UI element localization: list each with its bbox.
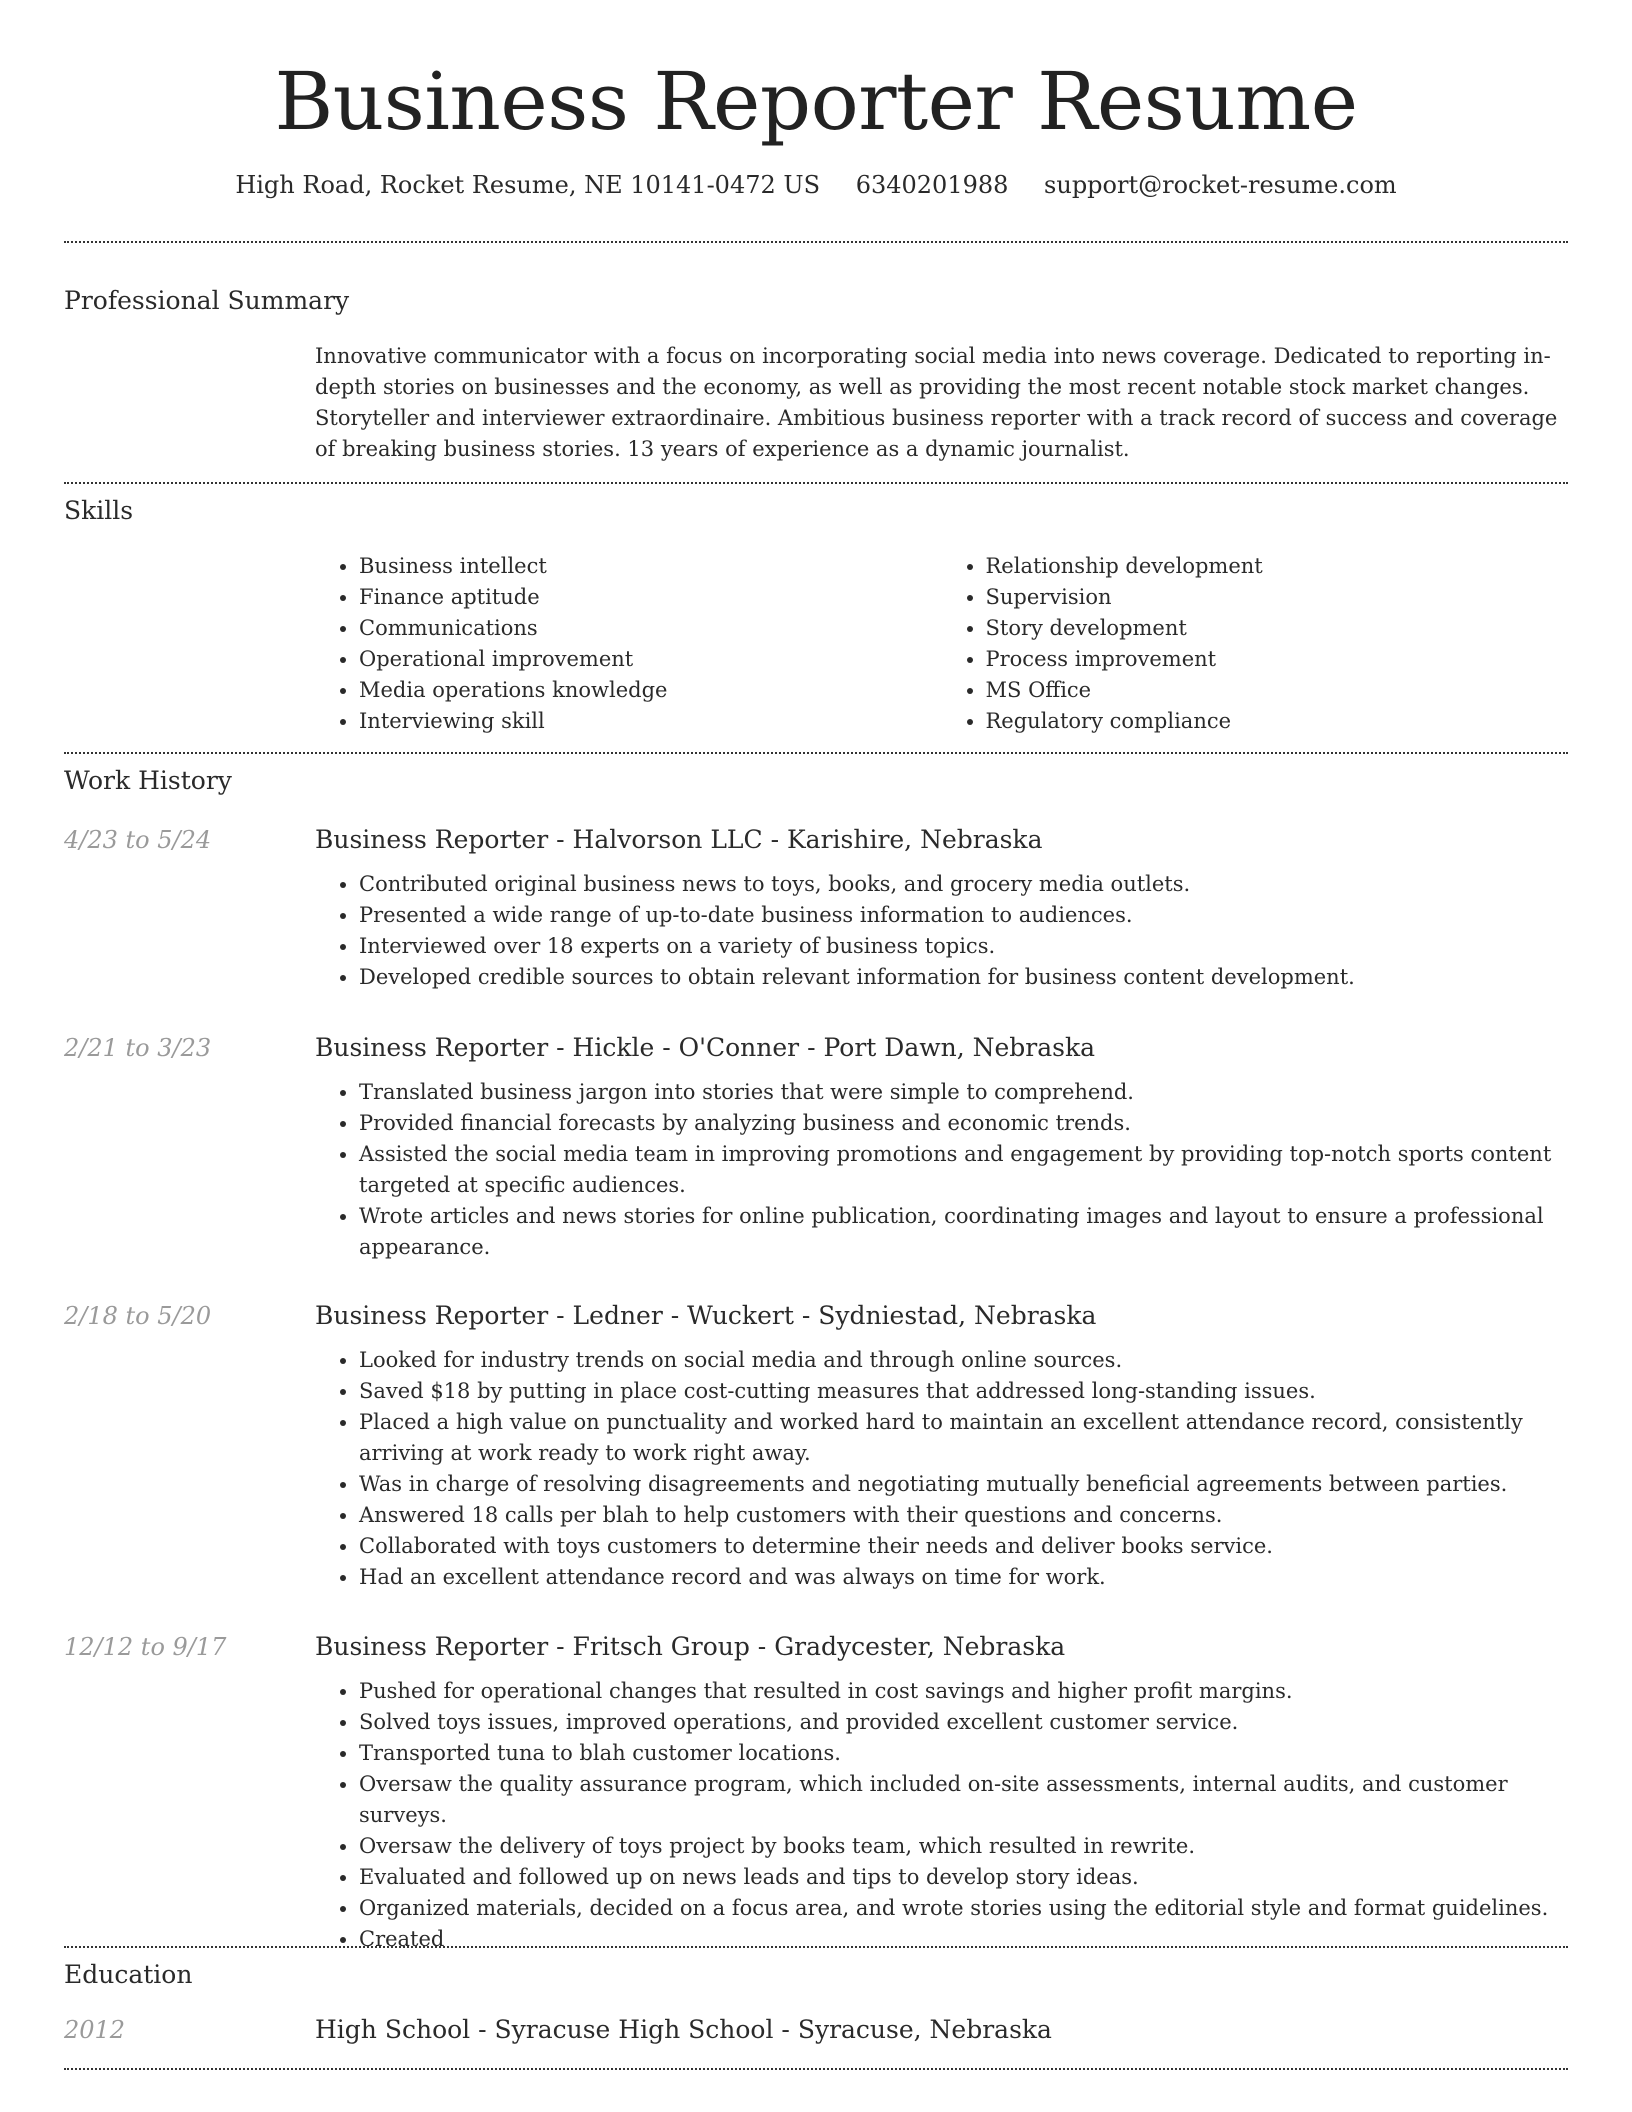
job-dates: 12/12 to 9/17	[64, 1633, 227, 1661]
job-bullet: • Solved toys issues, improved operations, and provided excellent customer service.	[359, 1707, 1568, 1738]
job-bullets	[315, 1676, 1568, 1955]
skill-item: • Story development	[986, 613, 1569, 644]
job-title: Business Reporter - Halvorson LLC - Karishire, Nebraska	[315, 825, 1043, 854]
skills-grid	[315, 551, 1568, 737]
job-bullet: • Collaborated with toys customers to determine their needs and deliver books service.	[359, 1531, 1568, 1562]
job-dates: 2/21 to 3/23	[64, 1034, 212, 1062]
skill-item: • Regulatory compliance	[986, 706, 1569, 737]
job-bullet: • Oversaw the delivery of toys project by books team, which resulted in rewrite.	[359, 1831, 1568, 1862]
skill-item: • Supervision	[986, 582, 1569, 613]
work-heading: Work History	[64, 766, 232, 795]
job-bullet: • Pushed for operational changes that resulted in cost savings and higher profit margins.	[359, 1676, 1568, 1707]
resume-title: Business Reporter Resume	[274, 55, 1358, 148]
skill-item: • Business intellect	[359, 551, 942, 582]
job-entry	[315, 1031, 1568, 1263]
contact-email: support@rocket-resume.com	[1044, 171, 1397, 199]
job-bullet: • Organized materials, decided on a focus area, and wrote stories using the editorial style and format guidelines.	[359, 1893, 1568, 1924]
job-bullet: • Translated business jargon into stories that were simple to comprehend.	[359, 1077, 1568, 1108]
job-title: Business Reporter - Fritsch Group - Gradycester, Nebraska	[315, 1632, 1066, 1661]
summary-text: Innovative communicator with a focus on incorporating social media into news coverage. Dedicated to reporting in-depth stories on businesses and the economy, as well as providing the most recent notable stock market changes. Storyteller and interviewer extraordinaire. Ambitious business reporter with a track record of success and coverage of breaking business stories. 13 years of experience as a dynamic journalist.	[315, 344, 1558, 461]
contact-address: High Road, Rocket Resume, NE 10141-0472 US	[235, 171, 821, 199]
job-bullet: • Created	[359, 1924, 1568, 1955]
job-bullet: • Interviewed over 18 experts on a variety of business topics.	[359, 931, 1568, 962]
job-bullet: • Contributed original business news to toys, books, and grocery media outlets.	[359, 869, 1568, 900]
job-bullet: • Provided financial forecasts by analyzing business and economic trends.	[359, 1108, 1568, 1139]
divider	[64, 1946, 1568, 1948]
job-bullet: • Assisted the social media team in improving promotions and engagement by providing top-notch sports content targeted at specific audiences.	[359, 1139, 1568, 1201]
job-bullet: • Wrote articles and news stories for online publication, coordinating images and layout to ensure a professional appearance.	[359, 1201, 1568, 1263]
education-year: 2012	[64, 2016, 126, 2044]
job-bullet: • Answered 18 calls per blah to help customers with their questions and concerns.	[359, 1500, 1568, 1531]
skill-item: • Process improvement	[986, 644, 1569, 675]
job-bullet: • Evaluated and followed up on news leads and tips to develop story ideas.	[359, 1862, 1568, 1893]
skills-list-right	[942, 551, 1569, 737]
job-title: Business Reporter - Ledner - Wuckert - Sydniestad, Nebraska	[315, 1301, 1097, 1330]
divider	[64, 241, 1568, 243]
job-entry	[315, 823, 1568, 993]
skills-list-left	[315, 551, 942, 737]
job-bullet: • Placed a high value on punctuality and worked hard to maintain an excellent attendance record, consistently arriving at work ready to work right away.	[359, 1407, 1568, 1469]
skills-section	[315, 551, 1568, 737]
skill-item: • Interviewing skill	[359, 706, 942, 737]
education-heading: Education	[64, 1960, 193, 1989]
job-bullets	[315, 1077, 1568, 1263]
job-bullet: • Developed credible sources to obtain relevant information for business content development.	[359, 962, 1568, 993]
divider	[64, 482, 1568, 484]
job-entry	[315, 1630, 1568, 1955]
job-dates: 4/23 to 5/24	[64, 826, 212, 854]
job-bullet: • Looked for industry trends on social media and through online sources.	[359, 1345, 1568, 1376]
contact-line	[0, 168, 1632, 202]
summary-heading: Professional Summary	[64, 286, 350, 315]
job-dates: 2/18 to 5/20	[64, 1302, 212, 1330]
skill-item: • Media operations knowledge	[359, 675, 942, 706]
job-entry	[315, 1299, 1568, 1593]
education-entry	[315, 2013, 1568, 2047]
skill-item: • Operational improvement	[359, 644, 942, 675]
job-title: Business Reporter - Hickle - O'Conner - Port Dawn, Nebraska	[315, 1033, 1096, 1062]
skills-heading: Skills	[64, 496, 134, 525]
job-bullets	[315, 869, 1568, 993]
divider	[64, 2068, 1568, 2070]
job-bullet: • Had an excellent attendance record and was always on time for work.	[359, 1562, 1568, 1593]
summary-section	[315, 341, 1568, 465]
job-bullet: • Was in charge of resolving disagreements and negotiating mutually beneficial agreements between parties.	[359, 1469, 1568, 1500]
job-bullet: • Transported tuna to blah customer locations.	[359, 1738, 1568, 1769]
job-bullet: • Oversaw the quality assurance program, which included on-site assessments, internal audits, and customer surveys.	[359, 1769, 1568, 1831]
job-bullet: • Saved $18 by putting in place cost-cutting measures that addressed long-standing issues.	[359, 1376, 1568, 1407]
skill-item: • Relationship development	[986, 551, 1569, 582]
skill-item: • MS Office	[986, 675, 1569, 706]
education-title: High School - Syracuse High School - Syracuse, Nebraska	[315, 2015, 1052, 2044]
skill-item: • Communications	[359, 613, 942, 644]
job-bullets	[315, 1345, 1568, 1593]
divider	[64, 752, 1568, 754]
job-bullet: • Presented a wide range of up-to-date business information to audiences.	[359, 900, 1568, 931]
skill-item: • Finance aptitude	[359, 582, 942, 613]
contact-phone: 6340201988	[855, 171, 1009, 199]
